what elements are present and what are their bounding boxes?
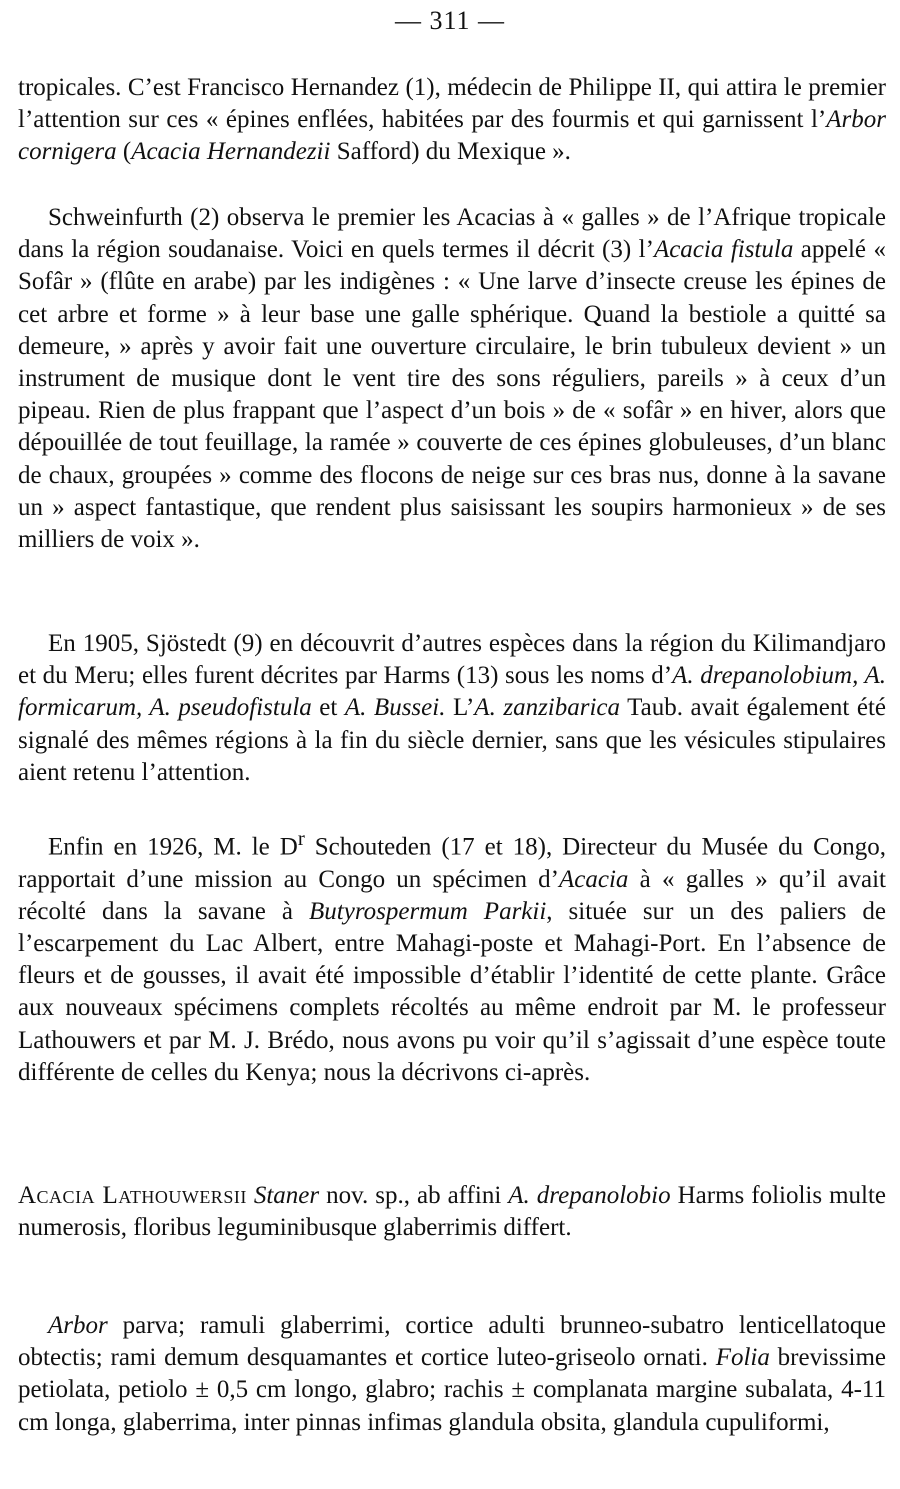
italic-span: Acacia (559, 865, 629, 893)
italic-span: Acacia fistula (653, 236, 794, 264)
italic-span: Acacia Hernandezii (131, 138, 331, 166)
species-name: Acacia Lathouwersii (18, 1182, 247, 1209)
text-span: brevissime petiolata, petiolo ± 0,5 cm longo, glabro; rachis ± complanata margine subalata, 4-11 cm longa, glaberrima, inter pinnas infimas glandula obsita, glandula cupuliformi, (18, 1344, 886, 1436)
text-span: Safford) du Mexique ». (330, 138, 571, 166)
text-span: et (311, 694, 345, 722)
superscript: r (297, 826, 305, 850)
text-span: ( (116, 138, 132, 166)
italic-span: Butyrospermum Parkii (309, 897, 547, 925)
text-span: Schweinfurth (2) observa le premier les Acacias à « galles » de l’Afrique tropicale dans la région soudanaise. Voici en quels termes il décrit (3) l’ (18, 204, 886, 264)
text-span (247, 1182, 254, 1209)
page-number: — 311 — (394, 6, 506, 35)
paragraph-sjostedt (18, 628, 886, 789)
italic-span: A. drepanolobium, A. formicarum, A. pseudofistula (18, 662, 886, 722)
text-span: à « galles » qu’il avait récolté dans la savane à (18, 865, 886, 925)
italic-span: Folia (715, 1344, 770, 1372)
text-span: parva; ramuli glaberrimi, cortice adulti brunneo-subatro lenticellatoque obtectis; rami demum desquamantes et cortice luteo-griseolo ornati. (18, 1312, 886, 1372)
text-span: Enfin en 1926, M. le D (48, 833, 298, 861)
text-span: Harms foliolis multe numerosis, floribus leguminibusque glaberrimis differt. (18, 1182, 887, 1242)
paragraph-description (18, 1310, 886, 1439)
text-span: Taub. avait également été signalé des mêmes régions à la fin du siècle dernier, sans que les vésicules stipulaires aient retenu l’attention. (18, 694, 887, 786)
paragraph-schweinfurth (18, 202, 886, 556)
paragraph-schouteden (18, 822, 886, 1089)
italic-span: Arbor cornigera (18, 106, 886, 166)
text-span: En 1905, Sjöstedt (9) en découvrit d’autres espèces dans la région du Kilimandjaro et du Meru; elles furent décrites par Harms (13) sous les noms d’ (18, 630, 886, 690)
italic-span: A. zanzibarica (474, 694, 621, 722)
text-span: Schouteden (17 et 18), Directeur du Musée du Congo, rapportait d’une mission au Congo un spécimen d’ (18, 833, 886, 893)
italic-span: A. Bussei. (344, 694, 446, 722)
paragraph-species-diagnosis (18, 1180, 886, 1244)
italic-span: Staner (253, 1182, 320, 1209)
text-span: nov. sp., ab affini (319, 1182, 509, 1209)
text-span: L’ (445, 694, 475, 722)
text-span: appelé « Sofâr » (flûte en arabe) par les indigènes : « Une larve d’insecte creuse les épines de cet arbre et forme » à leur base une galle sphérique. Quand la bestiole a quitté sa demeure, » après y avoir fait une ouverture circulaire, le brin tubuleux devient » un instrument de musique dont le vent tire des sons réguliers, pareils » à ceux d’un pipeau. Rien de plus frappant que l’aspect d’un bois » de « sofâr » en hiver, alors que dépouillée de tout feuillage, la ramée » couverte de ces épines globuleuses, d’un blanc de chaux, groupées » comme des flocons de neige sur ces bras nus, donne à la savane un » aspect fantastique, que rendent plus saisissant les soupirs harmonieux » de ses milliers de voix ». (18, 236, 886, 554)
text-span: tropicales. C’est Francisco Hernandez (1), médecin de Philippe II, qui attira le premier l’attention sur ces « épines enflées, habitées par des fourmis et qui garnissent l’ (18, 74, 886, 134)
text-span: , située sur un des paliers de l’escarpement du Lac Albert, entre Mahagi-poste et Mahagi-Port. En l’absence de fleurs et de gousses, il avait été impossible d’établir l’identité de cette plante. Grâce aux nouveaux spécimens complets récoltés au même endroit par M. le professeur Lathouwers et par M. J. Brédo, nous avons pu voir qu’il s’agissait d’une espèce toute différente de celles du Kenya; nous la décrivons ci-après. (18, 897, 886, 1086)
italic-span: Arbor (48, 1312, 108, 1339)
italic-span: A. drepanolobio (508, 1182, 671, 1209)
paragraph-hernandez (18, 72, 886, 169)
